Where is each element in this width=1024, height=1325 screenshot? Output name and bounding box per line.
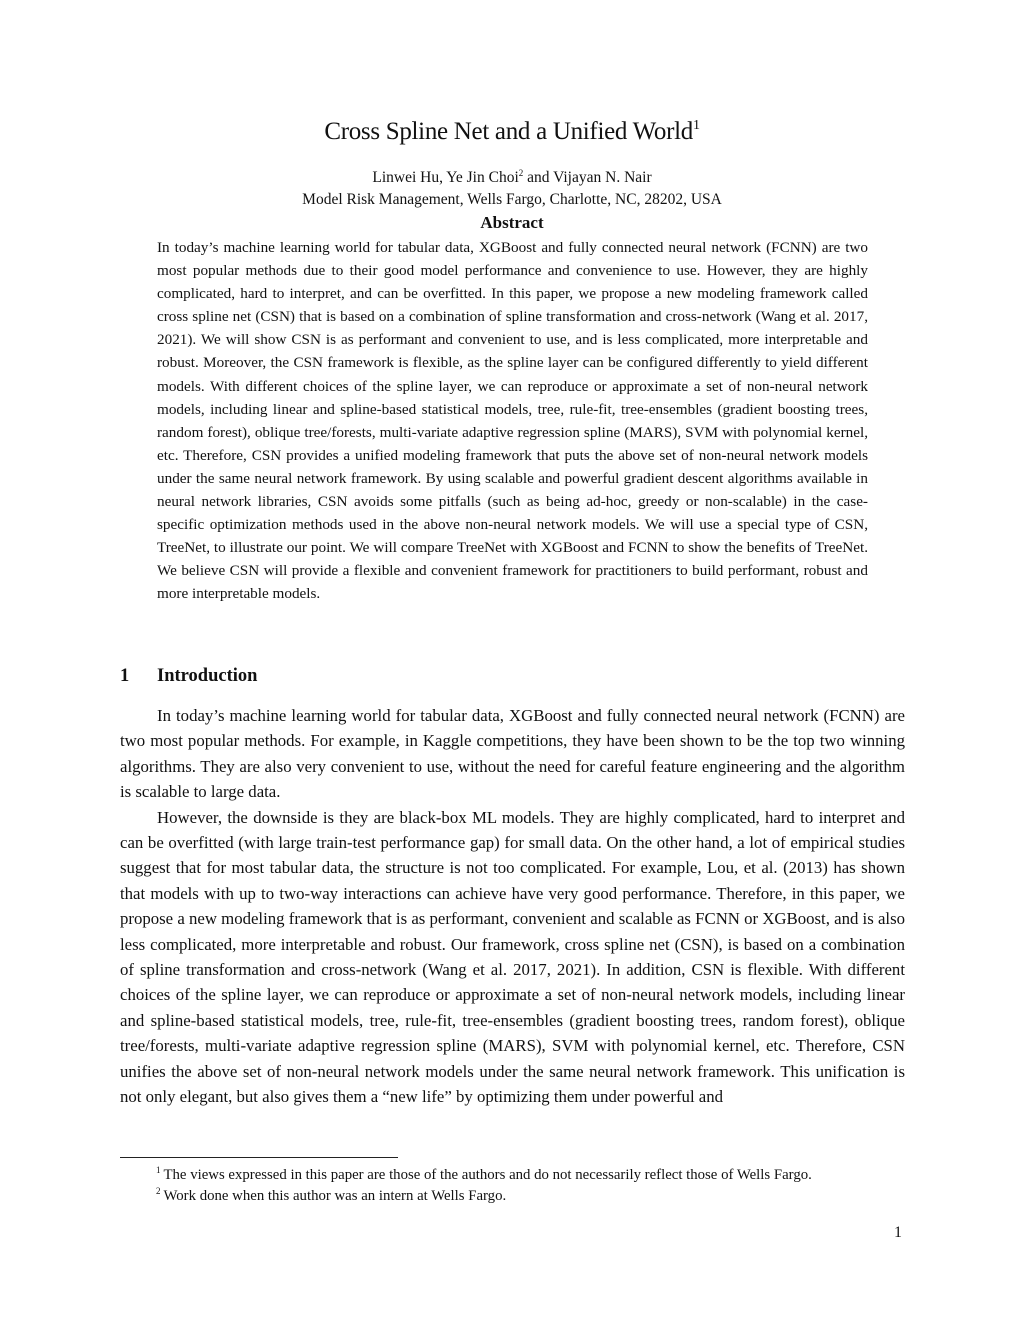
- intro-paragraph-2: However, the downside is they are black-box ML models. They are highly complicated, hard to interpret and can be overfitted (with large train-test performance gap) for small data. On the other hand, a lot of empirical studies suggest that for most tabular data, the structure is not too complicated. For example, Lou, et al. (2013) has shown that models with up to two-way interactions can achieve have very good performance. Therefore, in this paper, we propose a new modeling framework that is as performant, convenient and scalable as FCNN or XGBoost, and is also less complicated, more interpretable and robust. Our framework, cross spline net (CSN), is based on a combination of spline transformation and cross-network (Wang et al. 2017, 2021). In addition, CSN is flexible. With different choices of the spline layer, we can reproduce or approximate a set of non-neural network models, including linear and spline-based statistical models, tree, rule-fit, tree-ensembles (gradient boosting trees, random forest), oblique tree/forests, multi-variate adaptive regression spline (MARS), SVM with polynomial kernel, etc. Therefore, CSN unifies the above set of non-neural network models under the same neural network framework. This unification is not only elegant, but also gives them a “new life” by optimizing them under powerful and: [120, 807, 905, 1107]
- title-footnote-mark: 1: [692, 118, 700, 133]
- section-heading-introduction: [120, 666, 257, 687]
- section-title: Introduction: [157, 666, 258, 686]
- introduction-body: [120, 703, 905, 1110]
- footnote-2-mark: 2: [156, 1186, 161, 1196]
- author-footnote-mark: 2: [518, 168, 524, 178]
- section-number: 1: [120, 666, 130, 686]
- footnote-rule: [120, 1157, 398, 1158]
- footnote-2: [156, 1186, 506, 1205]
- author-list: [0, 168, 1024, 187]
- affiliation: Model Risk Management, Wells Fargo, Charlotte, NC, 28202, USA: [302, 191, 722, 208]
- footnote-1-mark: 1: [156, 1165, 161, 1175]
- footnote-1: [156, 1165, 812, 1184]
- authors-part2: and Vijayan N. Nair: [523, 169, 652, 186]
- footnote-2-text: Work done when this author was an intern at Wells Fargo.: [163, 1188, 507, 1204]
- abstract-heading: Abstract: [480, 213, 544, 232]
- page-number: 1: [894, 1224, 902, 1241]
- paper-title-text: Cross Spline Net and a Unified World: [324, 118, 693, 145]
- abstract-text: In today’s machine learning world for tabular data, XGBoost and fully connected neural network (FCNN) are two most popular methods due to their good model performance and convenience to use. However, they are highly complicated, hard to interpret, and can be overfitted. In this paper, we propose a new modeling framework called cross spline net (CSN) that is based on a combination of spline transformation and cross-network (Wang et al. 2017, 2021). We will show CSN is as performant and convenient to use, and is less complicated, more interpretable and robust. Moreover, the CSN framework is flexible, as the spline layer can be configured differently to yield different models. With different choices of the spline layer, we can reproduce or approximate a set of non-neural network models, including linear and spline-based statistical models, tree, rule-fit, tree-ensembles (gradient boosting trees, random forest), oblique tree/forests, multi-variate adaptive regression spline (MARS), SVM with polynomial kernel, etc. Therefore, CSN provides a unified modeling framework that puts the above set of non-neural network models under the same neural network framework. By using scalable and powerful gradient descent algorithms available in neural network libraries, CSN avoids some pitfalls (such as being ad-hoc, greedy or non-scalable) in the case-specific optimization methods used in the above non-neural network models. We will use a special type of CSN, TreeNet, to illustrate our point. We will compare TreeNet with XGBoost and FCNN to show the benefits of TreeNet. We believe CSN will provide a flexible and convenient framework for practitioners to build performant, robust and more interpretable models.: [157, 239, 868, 603]
- footnote-1-text: The views expressed in this paper are those of the authors and do not necessarily reflect those of Wells Fargo.: [163, 1167, 812, 1183]
- authors-part1: Linwei Hu, Ye Jin Choi: [372, 169, 519, 186]
- intro-paragraph-1: In today’s machine learning world for tabular data, XGBoost and fully connected neural network (FCNN) are two most popular methods. For example, in Kaggle competitions, they have been shown to be the top two winning algorithms. They are also very convenient to use, without the need for careful feature engineering and the algorithm is scalable to large data.: [120, 706, 905, 802]
- paper-title: [0, 118, 1024, 146]
